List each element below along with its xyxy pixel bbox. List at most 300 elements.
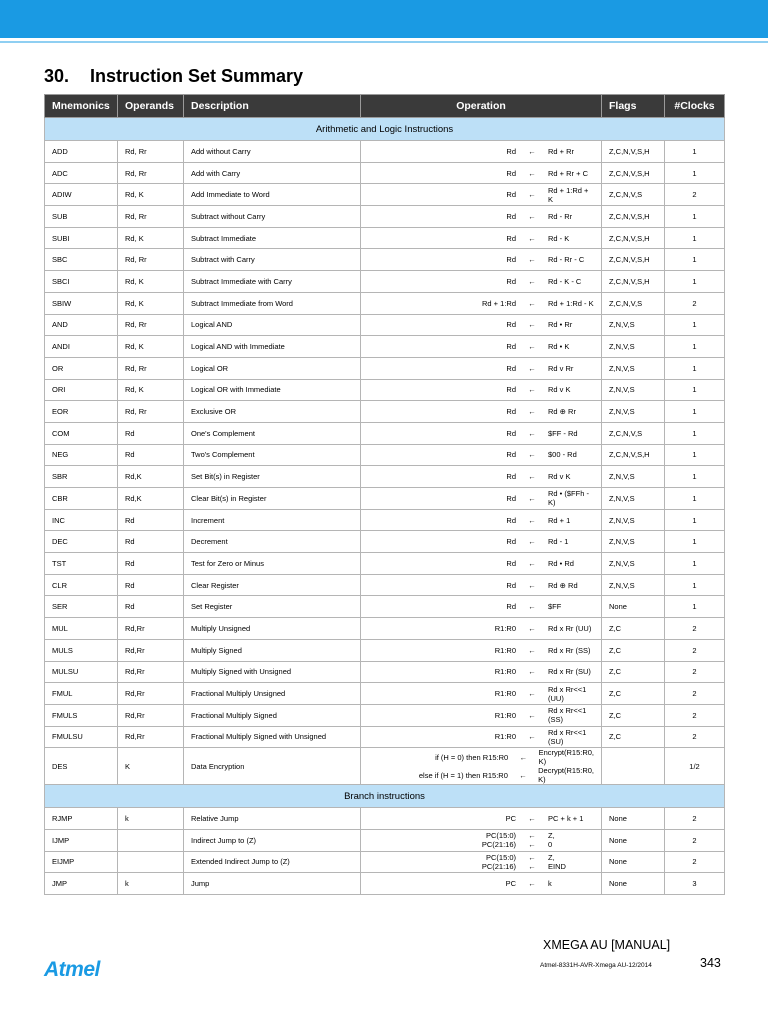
cell-operands: Rd,Rr	[118, 661, 184, 683]
operation-line	[368, 706, 594, 724]
cell-clocks: 1	[665, 271, 725, 293]
cell-operation	[361, 683, 602, 705]
operation-destination: Rd	[506, 146, 516, 156]
cell-clocks: 2	[665, 808, 725, 830]
operation-line	[368, 516, 594, 525]
cell-description: Extended Indirect Jump to (Z)	[184, 851, 361, 873]
assign-arrow-icon: ←	[528, 342, 536, 352]
cell-flags: Z,C	[602, 618, 665, 640]
cell-mnemonic: JMP	[45, 873, 118, 895]
operation-destination: Rd	[506, 190, 516, 200]
operation-destination: Rd	[506, 493, 516, 503]
cell-flags: Z,C,N,V,S,H	[602, 227, 665, 249]
assign-arrow-icon: ←	[528, 580, 536, 590]
cell-operation	[361, 488, 602, 510]
table-row	[45, 618, 725, 640]
cell-description: Fractional Multiply Unsigned	[184, 683, 361, 705]
operation-expression: Rd + Rr	[548, 146, 575, 156]
cell-flags: Z,N,V,S	[602, 466, 665, 488]
cell-operands: Rd,Rr	[118, 704, 184, 726]
cell-description: Subtract Immediate	[184, 227, 361, 249]
operation-line	[368, 186, 594, 204]
atmel-logo: Atmel	[44, 958, 100, 981]
operation-expression: Rd v K	[548, 385, 571, 395]
cell-operation	[361, 596, 602, 618]
cell-description: Subtract with Carry	[184, 249, 361, 271]
operation-line	[368, 685, 594, 703]
operation-expression: $00 - Rd	[548, 450, 577, 460]
table-row	[45, 808, 725, 830]
cell-clocks: 2	[665, 639, 725, 661]
cell-clocks: 2	[665, 618, 725, 640]
assign-arrow-icon: ←	[528, 602, 536, 612]
operation-destination: R1:R0	[494, 732, 516, 742]
cell-clocks: 2	[665, 184, 725, 206]
cell-description: Increment	[184, 509, 361, 531]
cell-flags: Z,C,N,V,S,H	[602, 249, 665, 271]
top-banner-line	[0, 41, 768, 43]
cell-operation	[361, 574, 602, 596]
operation-destination: R1:R0	[494, 645, 516, 655]
cell-operands: Rd	[118, 422, 184, 444]
operation-line	[368, 234, 594, 243]
cell-clocks: 3	[665, 873, 725, 895]
table-row	[45, 162, 725, 184]
cell-mnemonic: DES	[45, 748, 118, 785]
cell-description: Multiply Signed	[184, 639, 361, 661]
assign-arrow-icon: ←	[528, 255, 536, 265]
cell-flags: Z,C,N,V,S	[602, 422, 665, 444]
table-row	[45, 574, 725, 596]
section-number: 30.	[44, 66, 70, 86]
operation-line	[368, 169, 594, 178]
operation-destination: Rd	[506, 515, 516, 525]
assign-arrow-icon: ←	[528, 493, 536, 503]
operation-line	[368, 407, 594, 416]
cell-description: Fractional Multiply Signed	[184, 704, 361, 726]
cell-operation	[361, 661, 602, 683]
table-row	[45, 379, 725, 401]
cell-clocks: 2	[665, 683, 725, 705]
assign-arrow-icon: ←	[528, 852, 536, 862]
operation-expression: Encrypt(R15:R0, K)	[538, 748, 594, 767]
operation-line	[368, 212, 594, 221]
operation-destination: PC	[505, 879, 516, 889]
operation-line	[368, 472, 594, 481]
cell-operation	[361, 206, 602, 228]
cell-operands: Rd,Rr	[118, 726, 184, 748]
cell-operands: Rd,Rr	[118, 639, 184, 661]
cell-mnemonic: ANDI	[45, 336, 118, 358]
operation-line	[368, 667, 594, 676]
operation-line	[368, 602, 594, 611]
cell-flags: None	[602, 873, 665, 895]
cell-operands: K	[118, 748, 184, 785]
cell-clocks: 2	[665, 851, 725, 873]
cell-operands	[118, 851, 184, 873]
table-row	[45, 184, 725, 206]
operation-destination: Rd	[506, 211, 516, 221]
cell-operation	[361, 422, 602, 444]
cell-operands: Rd, Rr	[118, 314, 184, 336]
cell-operation	[361, 704, 602, 726]
assign-arrow-icon: ←	[519, 770, 527, 780]
cell-description: Decrement	[184, 531, 361, 553]
table-row	[45, 829, 725, 851]
operation-line	[368, 831, 594, 840]
cell-operation	[361, 336, 602, 358]
operation-destination: Rd	[506, 385, 516, 395]
operation-expression: EIND	[548, 861, 566, 871]
cell-clocks: 1	[665, 206, 725, 228]
operation-line	[368, 646, 594, 655]
cell-mnemonic: FMUL	[45, 683, 118, 705]
cell-description: Logical OR	[184, 357, 361, 379]
cell-description: Two's Complement	[184, 444, 361, 466]
cell-operands: Rd, Rr	[118, 141, 184, 163]
cell-description: Add without Carry	[184, 141, 361, 163]
page-number: 343	[700, 956, 721, 970]
assign-arrow-icon: ←	[528, 363, 536, 373]
cell-mnemonic: RJMP	[45, 808, 118, 830]
top-banner	[0, 0, 768, 38]
cell-description: Relative Jump	[184, 808, 361, 830]
operation-destination: Rd	[506, 168, 516, 178]
cell-mnemonic: IJMP	[45, 829, 118, 851]
cell-flags: Z,C	[602, 683, 665, 705]
cell-mnemonic: CBR	[45, 488, 118, 510]
cell-clocks: 1	[665, 162, 725, 184]
table-row	[45, 553, 725, 575]
cell-mnemonic: MULSU	[45, 661, 118, 683]
cell-flags: Z,C	[602, 639, 665, 661]
operation-destination: Rd	[506, 472, 516, 482]
operation-line	[368, 853, 594, 862]
cell-flags: None	[602, 829, 665, 851]
cell-operands	[118, 829, 184, 851]
cell-description: Add Immediate to Word	[184, 184, 361, 206]
assign-arrow-icon: ←	[528, 190, 536, 200]
cell-mnemonic: ADIW	[45, 184, 118, 206]
operation-line	[368, 450, 594, 459]
table-row	[45, 401, 725, 423]
cell-operation	[361, 509, 602, 531]
cell-mnemonic: TST	[45, 553, 118, 575]
operation-expression: Rd - K - C	[548, 276, 582, 286]
operation-line	[368, 299, 594, 308]
cell-mnemonic: SUBI	[45, 227, 118, 249]
operation-expression: Rd v Rr	[548, 363, 574, 373]
operation-destination: R1:R0	[494, 623, 516, 633]
operation-expression: Rd + 1	[548, 515, 571, 525]
cell-operation	[361, 873, 602, 895]
cell-clocks: 1	[665, 357, 725, 379]
table-row	[45, 509, 725, 531]
operation-expression: Rd • K	[548, 342, 570, 352]
operation-expression: Rd v K	[548, 472, 571, 482]
table-row	[45, 292, 725, 314]
cell-mnemonic: MULS	[45, 639, 118, 661]
table-row	[45, 639, 725, 661]
cell-flags: Z,N,V,S	[602, 509, 665, 531]
cell-description: Subtract Immediate with Carry	[184, 271, 361, 293]
cell-mnemonic: COM	[45, 422, 118, 444]
manual-title: XMEGA AU [MANUAL]	[543, 938, 671, 952]
operation-line	[368, 364, 594, 373]
cell-mnemonic: SBC	[45, 249, 118, 271]
cell-operands: Rd	[118, 509, 184, 531]
cell-clocks: 2	[665, 726, 725, 748]
operation-destination: Rd	[506, 537, 516, 547]
cell-flags: None	[602, 808, 665, 830]
operation-destination: R1:R0	[494, 710, 516, 720]
cell-mnemonic: CLR	[45, 574, 118, 596]
cell-operation	[361, 726, 602, 748]
operation-destination: Rd	[506, 580, 516, 590]
cell-description: Logical AND with Immediate	[184, 336, 361, 358]
cell-mnemonic: ADD	[45, 141, 118, 163]
assign-arrow-icon: ←	[519, 752, 528, 762]
table-row	[45, 851, 725, 873]
cell-mnemonic: FMULSU	[45, 726, 118, 748]
operation-expression: Rd - K	[548, 233, 570, 243]
table-row	[45, 748, 725, 785]
cell-clocks: 1	[665, 596, 725, 618]
table-row	[45, 444, 725, 466]
cell-operation	[361, 271, 602, 293]
operation-expression: Rd + 1:Rd + K	[548, 185, 589, 204]
table-header-row	[45, 95, 725, 118]
cell-clocks: 1	[665, 227, 725, 249]
operation-line	[368, 840, 594, 849]
cell-operands: Rd	[118, 444, 184, 466]
cell-flags: Z,N,V,S	[602, 553, 665, 575]
operation-expression: Rd + Rr + C	[548, 168, 589, 178]
operation-line	[368, 748, 594, 766]
cell-operation	[361, 851, 602, 873]
cell-description: Clear Bit(s) in Register	[184, 488, 361, 510]
assign-arrow-icon: ←	[528, 146, 536, 156]
assign-arrow-icon: ←	[528, 385, 536, 395]
assign-arrow-icon: ←	[528, 840, 536, 850]
cell-flags: Z,C,N,V,S,H	[602, 271, 665, 293]
operation-destination: PC(21:16)	[481, 861, 516, 871]
cell-description: Subtract Immediate from Word	[184, 292, 361, 314]
cell-mnemonic: EIJMP	[45, 851, 118, 873]
operation-destination: if (H = 0) then R15:R0	[435, 752, 509, 762]
cell-flags: Z,N,V,S	[602, 531, 665, 553]
operation-expression: PC + k + 1	[548, 814, 584, 824]
cell-clocks: 1	[665, 249, 725, 271]
operation-expression: Rd - 1	[548, 537, 569, 547]
operation-line	[368, 537, 594, 546]
cell-flags: Z,N,V,S	[602, 488, 665, 510]
cell-flags: Z,C,N,V,S,H	[602, 444, 665, 466]
assign-arrow-icon: ←	[528, 211, 536, 221]
cell-operands: Rd, Rr	[118, 162, 184, 184]
cell-mnemonic: SBIW	[45, 292, 118, 314]
operation-line	[368, 624, 594, 633]
cell-mnemonic: SER	[45, 596, 118, 618]
cell-operands: Rd,K	[118, 466, 184, 488]
cell-flags: Z,C	[602, 661, 665, 683]
operation-destination: PC(21:16)	[481, 840, 516, 850]
assign-arrow-icon: ←	[528, 879, 536, 889]
cell-flags: Z,N,V,S	[602, 357, 665, 379]
cell-clocks: 2	[665, 292, 725, 314]
assign-arrow-icon: ←	[528, 428, 536, 438]
cell-mnemonic: INC	[45, 509, 118, 531]
operation-destination: else if (H = 1) then R15:R0	[418, 770, 508, 780]
operation-expression: Rd x Rr (SS)	[548, 645, 591, 655]
cell-clocks: 1	[665, 141, 725, 163]
cell-operands: Rd, K	[118, 379, 184, 401]
cell-operands: Rd	[118, 553, 184, 575]
cell-operation	[361, 141, 602, 163]
assign-arrow-icon: ←	[528, 407, 536, 417]
cell-clocks: 1	[665, 314, 725, 336]
operation-line	[368, 559, 594, 568]
cell-operation	[361, 748, 602, 785]
cell-flags: None	[602, 596, 665, 618]
cell-clocks: 1	[665, 422, 725, 444]
cell-description: Multiply Signed with Unsigned	[184, 661, 361, 683]
assign-arrow-icon: ←	[528, 233, 536, 243]
col-header-clocks: #Clocks	[665, 95, 725, 118]
cell-operands: Rd,Rr	[118, 683, 184, 705]
cell-description: Add with Carry	[184, 162, 361, 184]
cell-operation	[361, 184, 602, 206]
cell-mnemonic: ADC	[45, 162, 118, 184]
cell-flags: Z,C,N,V,S,H	[602, 141, 665, 163]
operation-expression: Rd x Rr<<1 (SS)	[548, 706, 587, 725]
table-body	[45, 118, 725, 895]
assign-arrow-icon: ←	[528, 689, 536, 699]
operation-line	[368, 342, 594, 351]
operation-destination: R1:R0	[494, 667, 516, 677]
section-title: Branch instructions	[45, 785, 725, 808]
col-header-mnemonics: Mnemonics	[45, 95, 118, 118]
cell-operands: Rd,Rr	[118, 618, 184, 640]
cell-mnemonic: SBR	[45, 466, 118, 488]
cell-flags: Z,C	[602, 726, 665, 748]
operation-expression: Rd • ($FFh - K)	[548, 489, 589, 508]
assign-arrow-icon: ←	[528, 537, 536, 547]
table-row	[45, 249, 725, 271]
table-row	[45, 357, 725, 379]
cell-operation	[361, 618, 602, 640]
cell-description: Exclusive OR	[184, 401, 361, 423]
cell-flags: Z,C,N,V,S	[602, 184, 665, 206]
assign-arrow-icon: ←	[528, 710, 536, 720]
section-title: Instruction Set Summary	[90, 66, 304, 86]
table-row	[45, 531, 725, 553]
cell-flags: Z,N,V,S	[602, 336, 665, 358]
operation-line	[368, 489, 594, 507]
operation-destination: R1:R0	[494, 689, 516, 699]
operation-destination: Rd	[506, 407, 516, 417]
cell-description: Clear Register	[184, 574, 361, 596]
operation-line	[368, 728, 594, 746]
cell-operands: Rd, K	[118, 336, 184, 358]
table-row	[45, 422, 725, 444]
table-row	[45, 271, 725, 293]
operation-expression: Rd ⊕ Rd	[548, 580, 578, 590]
cell-operands: Rd	[118, 574, 184, 596]
cell-operation	[361, 314, 602, 336]
assign-arrow-icon: ←	[528, 320, 536, 330]
cell-operation	[361, 808, 602, 830]
cell-operands: Rd, Rr	[118, 249, 184, 271]
operation-line	[368, 879, 594, 888]
cell-description: Data Encryption	[184, 748, 361, 785]
col-header-operation: Operation	[361, 95, 602, 118]
operation-expression: Decrypt(R15:R0, K)	[538, 766, 594, 785]
cell-description: Logical OR with Immediate	[184, 379, 361, 401]
operation-destination: Rd	[506, 255, 516, 265]
table-row	[45, 873, 725, 895]
cell-mnemonic: SUB	[45, 206, 118, 228]
cell-flags: Z,N,V,S	[602, 401, 665, 423]
operation-destination: PC	[505, 814, 516, 824]
operation-destination: Rd	[506, 602, 516, 612]
operation-line	[368, 814, 594, 823]
col-header-operands: Operands	[118, 95, 184, 118]
cell-operation	[361, 401, 602, 423]
cell-clocks: 1	[665, 509, 725, 531]
cell-clocks: 1	[665, 379, 725, 401]
assign-arrow-icon: ←	[528, 515, 536, 525]
operation-expression: Rd x Rr (SU)	[548, 667, 591, 677]
cell-clocks: 2	[665, 704, 725, 726]
cell-flags: Z,C,N,V,S,H	[602, 206, 665, 228]
cell-clocks: 1/2	[665, 748, 725, 785]
cell-operands: Rd, K	[118, 271, 184, 293]
cell-flags: Z,N,V,S	[602, 379, 665, 401]
assign-arrow-icon: ←	[528, 814, 536, 824]
operation-destination: Rd	[506, 450, 516, 460]
operation-expression: 0	[548, 840, 553, 850]
cell-description: Multiply Unsigned	[184, 618, 361, 640]
table-row	[45, 206, 725, 228]
cell-operands: k	[118, 873, 184, 895]
cell-mnemonic: EOR	[45, 401, 118, 423]
cell-operation	[361, 357, 602, 379]
cell-flags	[602, 748, 665, 785]
cell-mnemonic: DEC	[45, 531, 118, 553]
table-row	[45, 596, 725, 618]
cell-description: Set Bit(s) in Register	[184, 466, 361, 488]
operation-destination: Rd	[506, 233, 516, 243]
operation-expression: Rd x Rr<<1 (SU)	[548, 727, 587, 746]
table-row	[45, 683, 725, 705]
operation-destination: Rd	[506, 428, 516, 438]
assign-arrow-icon: ←	[528, 667, 536, 677]
cell-description: Jump	[184, 873, 361, 895]
cell-mnemonic: AND	[45, 314, 118, 336]
cell-operation	[361, 162, 602, 184]
cell-flags: Z,N,V,S	[602, 574, 665, 596]
table-row	[45, 336, 725, 358]
assign-arrow-icon: ←	[528, 276, 536, 286]
cell-mnemonic: FMULS	[45, 704, 118, 726]
cell-description: Set Register	[184, 596, 361, 618]
cell-operation	[361, 639, 602, 661]
cell-clocks: 2	[665, 829, 725, 851]
cell-operation	[361, 292, 602, 314]
table-row	[45, 488, 725, 510]
cell-flags: None	[602, 851, 665, 873]
